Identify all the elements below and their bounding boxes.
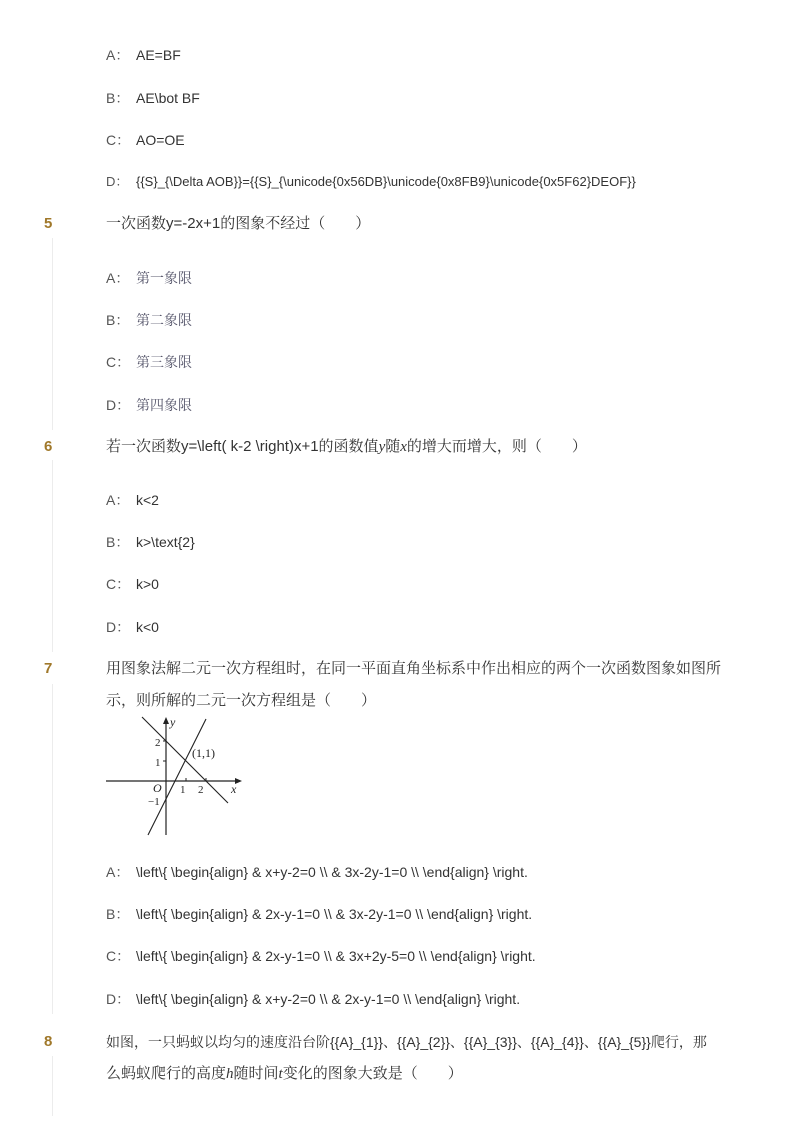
- question-divider: [52, 684, 53, 1014]
- question-text: [106, 437, 587, 457]
- option-label: D：: [106, 174, 129, 189]
- option-label: A：: [106, 47, 130, 63]
- option-text: AE\bot BF: [136, 90, 200, 106]
- question-text-part: 随: [385, 438, 401, 455]
- option-text: {{S}_{\Delta AOB}}={{S}_{\unicode{0x56DB}\unicode{0x8FB9}\unicode{0x5F62}DEOF}}: [136, 174, 636, 189]
- q6-option-b[interactable]: [106, 532, 195, 552]
- q5-option-c[interactable]: [106, 352, 192, 372]
- option-label: A：: [106, 492, 130, 508]
- option-label: D：: [106, 619, 131, 635]
- question-number: 6: [44, 438, 53, 455]
- tick-label-x1: 1: [180, 784, 186, 796]
- option-label: B：: [106, 312, 130, 328]
- question-number: 7: [44, 660, 53, 677]
- option-text: k>\text{2}: [136, 534, 195, 550]
- question-text-line-1: 如图，一只蚂蚁以均匀的速度沿台阶{{A}_{1}}、{{A}_{2}}、{{A}_{3}}、{{A}_{4}}、{{A}_{5}}爬行，那: [106, 1034, 707, 1050]
- question-text-part: 的增大而增大，则（ ）: [406, 438, 587, 455]
- option-text: 第三象限: [136, 354, 192, 370]
- q5-option-d[interactable]: [106, 395, 192, 415]
- x-axis-label: x: [231, 782, 237, 796]
- tick-label-yneg1: −1: [148, 796, 160, 808]
- option-text: k>0: [136, 576, 159, 592]
- option-label: B：: [106, 90, 130, 106]
- q6-option-a[interactable]: [106, 490, 159, 510]
- y-axis-label: y: [170, 715, 176, 729]
- variable-y: y: [378, 439, 386, 455]
- option-text: AE=BF: [136, 47, 181, 63]
- tick-label-y1: 1: [155, 757, 161, 769]
- q7-option-b[interactable]: [106, 904, 532, 924]
- option-text: \left\{ \begin{align} & 2x-y-1=0 \\ & 3x+2y-5=0 \\ \end{align} \right.: [136, 948, 536, 964]
- question-text-part: 么蚂蚁爬行的高度: [106, 1065, 227, 1082]
- question-number: 8: [44, 1033, 53, 1050]
- option-label: A：: [106, 864, 130, 880]
- question-divider: [52, 1056, 53, 1116]
- question-divider: [52, 460, 53, 652]
- q7-option-c[interactable]: [106, 946, 536, 966]
- option-text: \left\{ \begin{align} & x+y-2=0 \\ & 2x-y-1=0 \\ \end{align} \right.: [136, 991, 521, 1007]
- q7-option-a[interactable]: [106, 862, 528, 882]
- origin-label: O: [153, 781, 162, 795]
- option-text: k<2: [136, 492, 159, 508]
- option-label: A：: [106, 270, 130, 286]
- q4-option-c[interactable]: [106, 130, 185, 150]
- q6-option-c[interactable]: [106, 574, 159, 594]
- option-text: 第一象限: [136, 270, 192, 286]
- option-text: 第二象限: [136, 312, 192, 328]
- question-text-line-2: [106, 1064, 463, 1084]
- option-label: B：: [106, 534, 130, 550]
- intersection-point-label: (1,1): [192, 746, 215, 760]
- option-label: D：: [106, 991, 131, 1007]
- question-text-part: 若一次函数y=\left( k-2 \right)x+1的函数值: [106, 438, 379, 455]
- option-text: \left\{ \begin{align} & 2x-y-1=0 \\ & 3x-2y-1=0 \\ \end{align} \right.: [136, 906, 533, 922]
- q5-option-b[interactable]: [106, 310, 192, 330]
- question-text-part: 变化的图象大致是（ ）: [282, 1065, 463, 1082]
- option-text: 第四象限: [136, 397, 192, 413]
- question-text: 一次函数y=-2x+1的图象不经过（ ）: [106, 215, 371, 232]
- option-label: C：: [106, 576, 131, 592]
- question-divider: [52, 238, 53, 430]
- option-text: k<0: [136, 619, 159, 635]
- option-label: C：: [106, 132, 131, 148]
- coordinate-graph: [104, 715, 244, 837]
- q5-option-a[interactable]: [106, 268, 192, 288]
- option-text: \left\{ \begin{align} & x+y-2=0 \\ & 3x-2y-1=0 \\ \end{align} \right.: [136, 864, 528, 880]
- variable-x: x: [400, 439, 407, 455]
- option-label: C：: [106, 354, 131, 370]
- q4-option-d[interactable]: [106, 172, 636, 192]
- question-text-line-2: 示，则所解的二元一次方程组是（ ）: [106, 692, 377, 709]
- q4-option-b[interactable]: [106, 88, 200, 108]
- variable-h: h: [226, 1066, 234, 1082]
- question-number: 5: [44, 215, 53, 232]
- option-label: C：: [106, 948, 131, 964]
- option-label: D：: [106, 397, 131, 413]
- y-axis-arrow: [163, 717, 169, 724]
- q4-option-a[interactable]: [106, 45, 181, 65]
- q6-option-d[interactable]: [106, 617, 159, 637]
- variable-t: t: [278, 1066, 283, 1082]
- tick-label-y2: 2: [155, 737, 161, 749]
- question-text-line-1: 用图象法解二元一次方程组时，在同一平面直角坐标系中作出相应的两个一次函数图象如图所: [106, 660, 722, 677]
- option-label: B：: [106, 906, 130, 922]
- tick-label-x2: 2: [198, 784, 204, 796]
- question-text-part: 随时间: [233, 1065, 279, 1082]
- option-text: AO=OE: [136, 132, 185, 148]
- q7-option-d[interactable]: [106, 989, 520, 1009]
